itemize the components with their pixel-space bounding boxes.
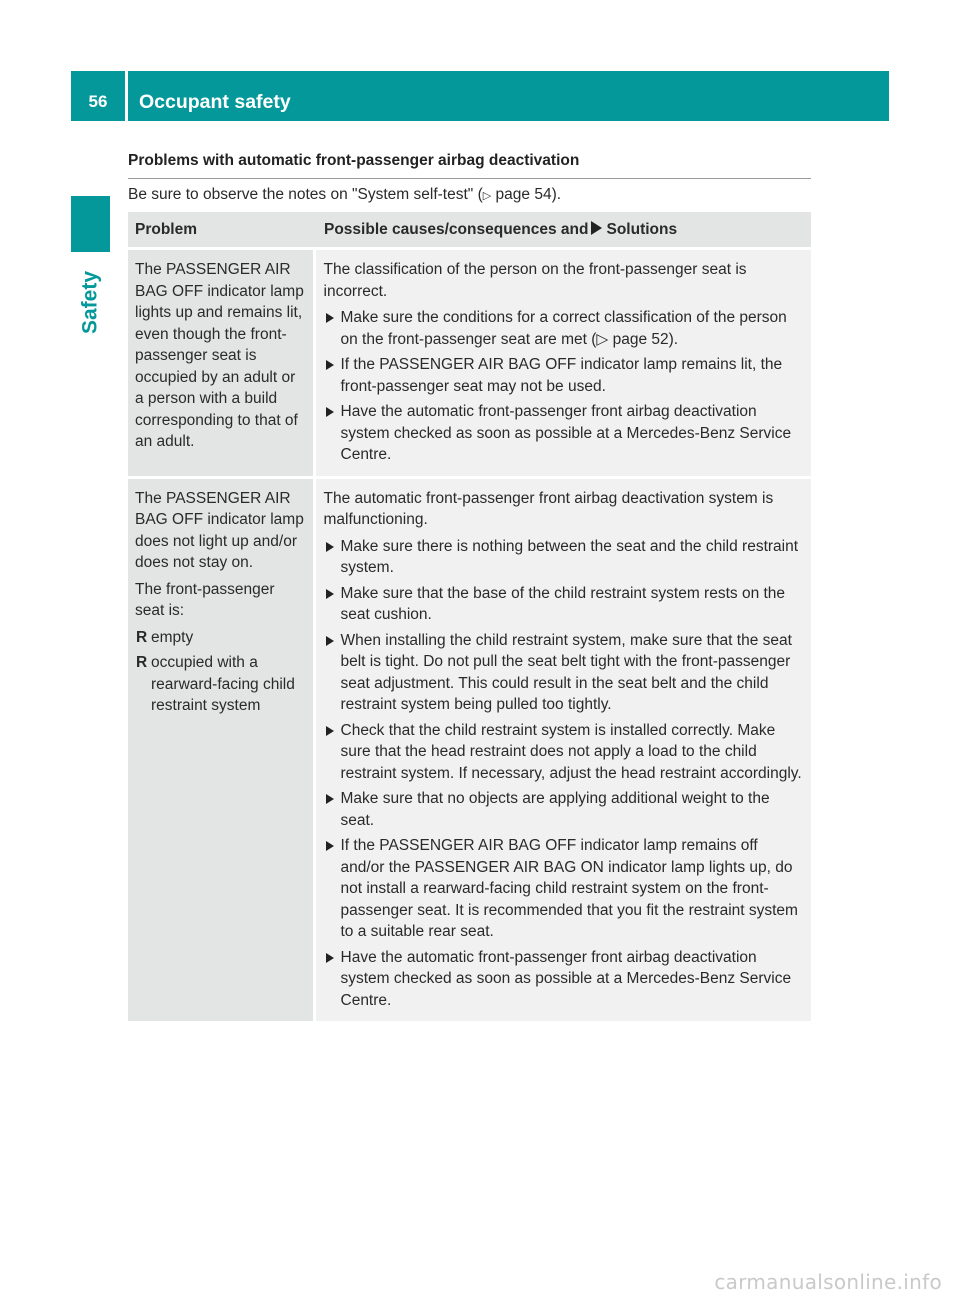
solution-item	[324, 835, 804, 943]
arrow-right-icon	[326, 407, 334, 417]
problems-table	[128, 212, 811, 1021]
bullet-icon: R	[136, 654, 148, 671]
problem-cell	[128, 477, 314, 1021]
solution-item	[324, 354, 804, 397]
arrow-right-icon	[591, 221, 602, 235]
solution-item	[324, 583, 804, 626]
intro-after: page 54).	[491, 186, 562, 203]
column-header-problem: Problem	[128, 212, 314, 249]
intro-text	[128, 186, 561, 204]
solution-cell	[314, 477, 811, 1021]
solution-text: Make sure that the base of the child restraint system rests on the seat cushion.	[340, 584, 786, 623]
arrow-right-icon	[326, 542, 334, 552]
problem-cell	[128, 249, 314, 478]
solution-item	[324, 720, 804, 785]
solution-text: If the PASSENGER AIR BAG OFF indicator lamp remains lit, the front-passenger seat may not be used.	[340, 356, 783, 395]
document-heading: Problems with automatic front-passenger airbag deactivation	[128, 152, 811, 179]
arrow-right-icon	[326, 794, 334, 804]
arrow-right-icon	[326, 726, 334, 736]
side-tab-label: Safety	[78, 270, 102, 334]
arrow-right-icon	[326, 953, 334, 963]
arrow-right-icon	[326, 589, 334, 599]
solution-item	[324, 788, 804, 831]
solution-text: Make sure that no objects are applying additional weight to the seat.	[340, 790, 770, 829]
solution-item	[324, 536, 804, 579]
list-item-text: empty	[151, 628, 194, 646]
cause-text: The automatic front-passenger front airbag deactivation system is malfunctioning.	[323, 489, 774, 528]
arrow-right-icon	[326, 360, 334, 370]
bullet-icon: R	[136, 628, 148, 646]
solution-item	[324, 630, 804, 716]
column-header-causes-text: Possible causes/consequences and	[324, 220, 589, 238]
arrow-right-icon	[326, 313, 334, 323]
problem-text: The PASSENGER AIR BAG OFF indicator lamp lights up and remains lit, even though the front-passenger seat is occupied by an adult or a person with a build corresponding to that of an adult.	[135, 261, 304, 450]
page-number: 56	[71, 71, 125, 121]
arrow-right-icon	[326, 636, 334, 646]
page-header	[71, 71, 889, 121]
watermark: carmanualsonline.info	[714, 1270, 942, 1294]
section-title: Occupant safety	[128, 71, 889, 121]
problem-extra-text: The front-passenger seat is:	[135, 580, 275, 619]
arrow-right-icon	[326, 841, 334, 851]
solution-item	[324, 947, 804, 1012]
list-item	[135, 652, 307, 717]
intro-before: Be sure to observe the notes on "System self-test" (	[128, 186, 483, 203]
column-header-solutions-text: Solutions	[606, 220, 678, 238]
solution-cell	[314, 249, 811, 478]
table-header-row	[128, 212, 811, 249]
column-header-causes	[314, 212, 811, 249]
solution-item	[324, 307, 804, 350]
solution-text: Make sure there is nothing between the seat and the child restraint system.	[340, 537, 799, 576]
list-item	[135, 627, 307, 649]
solution-text: If the PASSENGER AIR BAG OFF indicator lamp remains off and/or the PASSENGER AIR BAG ON indicator lamp lights up, do not install a rearward-facing child restraint system on the front-passenger seat. It is recommended that you fit the restraint system to a suitable rear seat.	[340, 837, 798, 940]
problem-text: The PASSENGER AIR BAG OFF indicator lamp does not light up and/or does not stay on.	[135, 489, 304, 571]
table-row	[128, 477, 811, 1021]
cause-text: The classification of the person on the front-passenger seat is incorrect.	[323, 261, 747, 300]
solution-text: Have the automatic front-passenger front airbag deactivation system checked as soon as possible at a Mercedes-Benz Service Centre.	[340, 403, 792, 463]
side-tab-marker	[71, 196, 110, 252]
solution-text: Make sure the conditions for a correct classification of the person on the front-passenger seat are met (▷ page 52).	[340, 309, 787, 348]
page-ref-icon: ▷	[482, 190, 492, 202]
solution-text: When installing the child restraint system, make sure that the seat belt is tight. Do not pull the seat belt tight with the front-passenger seat adjustment. This could result in the seat belt and the child restraint system being pulled too tightly.	[340, 631, 792, 713]
list-item-text: occupied with a rearward-facing child restraint system	[151, 654, 295, 714]
solution-text: Have the automatic front-passenger front airbag deactivation system checked as soon as possible at a Mercedes-Benz Service Centre.	[340, 948, 792, 1009]
solution-text: Check that the child restraint system is installed correctly. Make sure that the head restraint does not apply a load to the child restraint system. If necessary, adjust the head restraint accordingly.	[340, 721, 802, 782]
table-row	[128, 249, 811, 478]
solution-item	[324, 401, 804, 466]
